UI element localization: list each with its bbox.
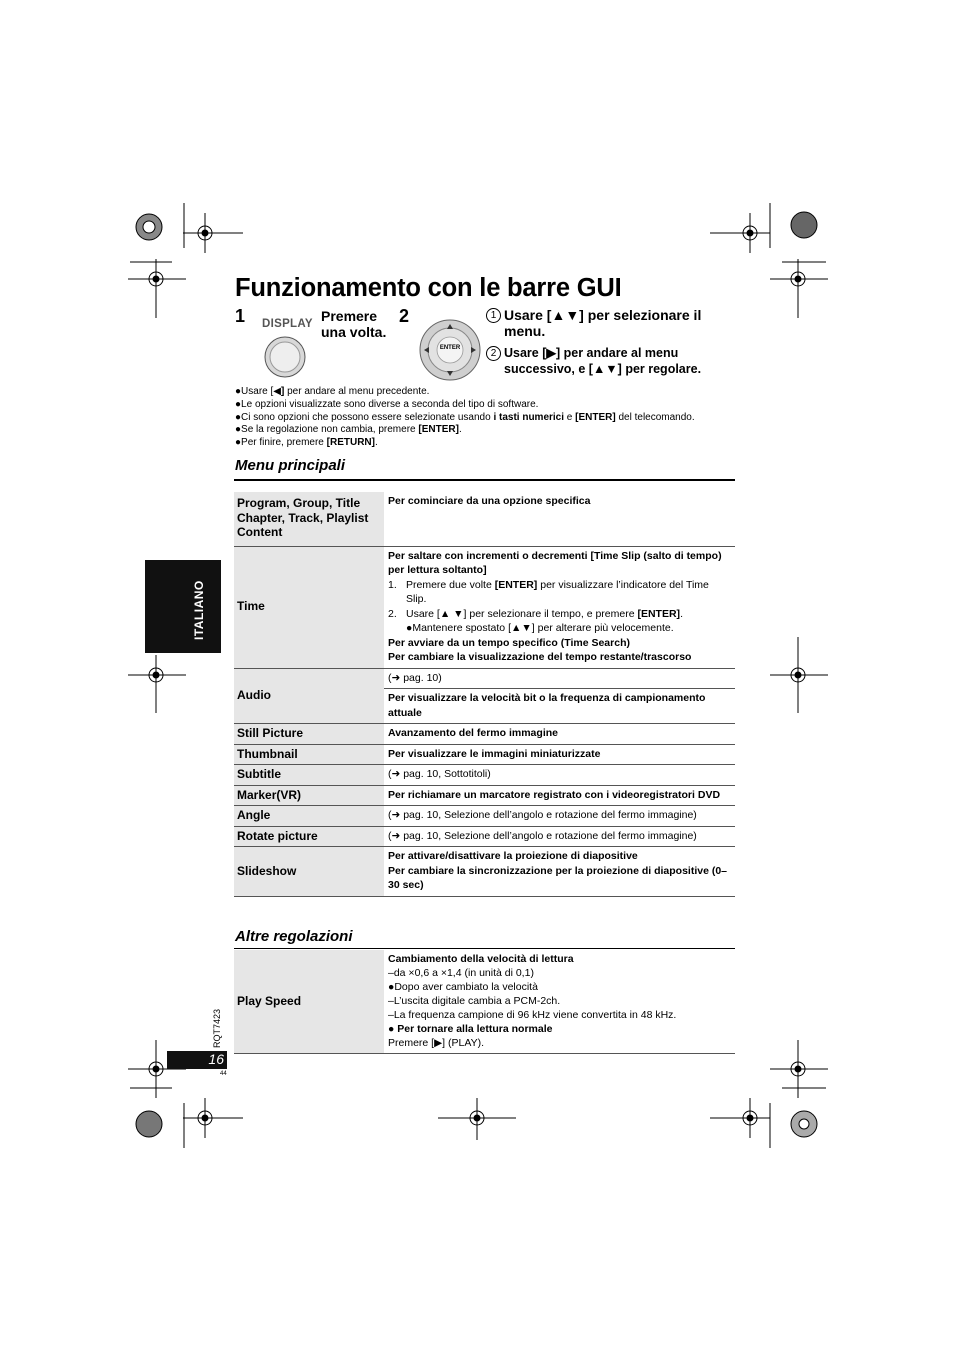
altre-regolazioni-table (234, 950, 735, 1054)
language-label: ITALIANO (192, 580, 206, 640)
play-speed-line: –L’uscita digitale cambia a PCM-2ch. (388, 995, 561, 1007)
menu-principali-heading: Menu principali (235, 457, 346, 474)
slideshow-line-2: Per cambiare la sincronizzazione per la proiezione di diapositive (0–30 sec) (388, 864, 728, 891)
step-1-text: Premere una volta. (321, 308, 387, 340)
table-row (234, 744, 735, 765)
note-text: ●Ci sono opzioni che possono essere selezionate usando (235, 411, 494, 423)
section-rule (234, 948, 735, 949)
menu-principali-table (234, 492, 735, 897)
row-value: (➜ pag. 10, Selezione dell’angolo e rotazione del fermo immagine) (384, 826, 735, 847)
note-text: ●Se la regolazione non cambia, premere (235, 424, 419, 436)
row-key: Play Speed (234, 950, 384, 1054)
display-button-icon (263, 335, 307, 379)
play-speed-line: ●Dopo aver cambiato la velocità (388, 981, 538, 993)
step-1-number: 1 (235, 306, 246, 326)
step-2-instruction-1 (486, 307, 736, 339)
table-row (234, 950, 735, 1054)
note-text: per andare al menu precedente. (284, 386, 430, 397)
row-value: Per visualizzare la velocità bit o la frequenza di campionamento attuale (384, 689, 735, 724)
row-value: (➜ pag. 10) (384, 668, 735, 689)
play-speed-line: ● Per tornare alla lettura normale (388, 1023, 553, 1035)
note-4 (235, 437, 755, 450)
note-1 (235, 399, 755, 412)
row-value: Per richiamare un marcatore registrato con i videoregistratori DVD (384, 785, 735, 806)
note-bold: [ENTER] (575, 411, 616, 423)
step-text: ●Mantenere spostato [ (406, 622, 511, 634)
instruction-2-text: Usare [▶] per andare al menu successivo, e [▲▼] per regolare. (504, 346, 702, 376)
document-code: RQT7423 (212, 1008, 222, 1048)
small-page-number: 44 (220, 1071, 227, 1077)
note-bold: [ENTER] (418, 424, 459, 436)
page-number: 16 (208, 1051, 224, 1067)
row-key: Audio (234, 668, 384, 724)
language-sidebar (145, 560, 221, 653)
row-key: Rotate picture (234, 826, 384, 847)
row-key: Thumbnail (234, 744, 384, 765)
time-heading-1: Per saltare con incrementi o decrementi [Time Slip (salto di tempo) per lettura soltanto] (388, 549, 722, 576)
notes-list (235, 386, 755, 450)
step-2-instructions (486, 307, 736, 377)
section-rule (234, 479, 735, 481)
play-speed-line: –La frequenza campione di 96 kHz viene convertita in 48 kHz. (388, 1009, 677, 1021)
play-speed-line: Cambiamento della velocità di lettura (388, 953, 574, 965)
table-row (234, 724, 735, 745)
note-3 (235, 424, 755, 437)
note-bold: i tasti numerici (493, 411, 565, 423)
step-bold: [ENTER] (494, 578, 538, 591)
step-text: Premere due volte (406, 578, 495, 591)
table-row (234, 785, 735, 806)
row-key: Subtitle (234, 765, 384, 786)
step-bold: ▲▼ (511, 622, 532, 634)
note-text: ●Usare [ (235, 386, 274, 397)
slideshow-line-1: Per attivare/disattivare la proiezione di diapositive (388, 850, 638, 862)
row-value: Avanzamento del fermo immagine (384, 724, 735, 745)
row-key: Time (234, 546, 384, 668)
page-title: Funzionamento con le barre GUI (235, 274, 622, 302)
time-step-1 (388, 578, 732, 607)
time-step-2 (388, 607, 732, 622)
step-2-instruction-2 (486, 345, 736, 377)
note-bold: ◀] (273, 386, 285, 397)
step-bold: [ENTER] (637, 607, 681, 620)
time-heading-2: Per avviare da un tempo specifico (Time Search) (388, 636, 630, 649)
enter-label: ENTER (439, 345, 461, 351)
row-value (384, 847, 735, 897)
table-row (234, 546, 735, 668)
table-row (234, 826, 735, 847)
row-value: Per cominciare da una opzione specifica (384, 492, 735, 546)
row-key: Angle (234, 806, 384, 827)
row-value (384, 950, 735, 1054)
table-row (234, 847, 735, 897)
row-key: Slideshow (234, 847, 384, 897)
step-text: Usare [▲ ▼] per selezionare il tempo, e premere (406, 607, 638, 620)
note-text: e (564, 411, 576, 423)
note-text: . (374, 437, 378, 449)
note-text: . (458, 424, 462, 436)
step-text: ] per alterare più velocemente. (531, 622, 674, 634)
step-text: per visualizzare l’indicatore del Time Slip. (406, 578, 709, 605)
note-0 (235, 386, 755, 399)
play-speed-line: –da ×0,6 a ×1,4 (in unità di 0,1) (388, 967, 534, 979)
table-row (234, 806, 735, 827)
row-key: Still Picture (234, 724, 384, 745)
circled-number-1: 1 (486, 308, 501, 323)
step-number: 1. (388, 578, 397, 591)
step-text: . (680, 607, 683, 620)
time-heading-3: Per cambiare la visualizzazione del tempo restante/trascorso (388, 651, 692, 663)
row-value: Per visualizzare le immagini miniaturizzate (384, 744, 735, 765)
instruction-1-text: Usare [▲▼] per selezionare il menu. (504, 307, 702, 339)
step-2-number: 2 (399, 306, 410, 326)
note-text: ●Per finire, premere (235, 437, 327, 449)
table-row (234, 765, 735, 786)
row-value: (➜ pag. 10, Selezione dell’angolo e rotazione del fermo immagine) (384, 806, 735, 827)
table-row (234, 668, 735, 689)
display-button-label: DISPLAY (262, 318, 313, 330)
table-row (234, 492, 735, 546)
row-value: (➜ pag. 10, Sottotitoli) (384, 765, 735, 786)
note-text: del telecomando. (615, 411, 695, 423)
circled-number-2: 2 (486, 346, 501, 361)
row-key: Program, Group, Title Chapter, Track, Playlist Content (234, 492, 384, 546)
note-bold: [RETURN] (326, 437, 375, 449)
note-text: ●Le opzioni visualizzate sono diverse a seconda del tipo di software. (235, 398, 539, 410)
play-speed-line: Premere [▶] (PLAY). (388, 1037, 484, 1049)
altre-regolazioni-heading: Altre regolazioni (235, 928, 353, 945)
row-value (384, 546, 735, 668)
time-step-note (388, 621, 732, 636)
row-key: Marker(VR) (234, 785, 384, 806)
note-2 (235, 412, 755, 425)
step-number: 2. (388, 607, 397, 620)
